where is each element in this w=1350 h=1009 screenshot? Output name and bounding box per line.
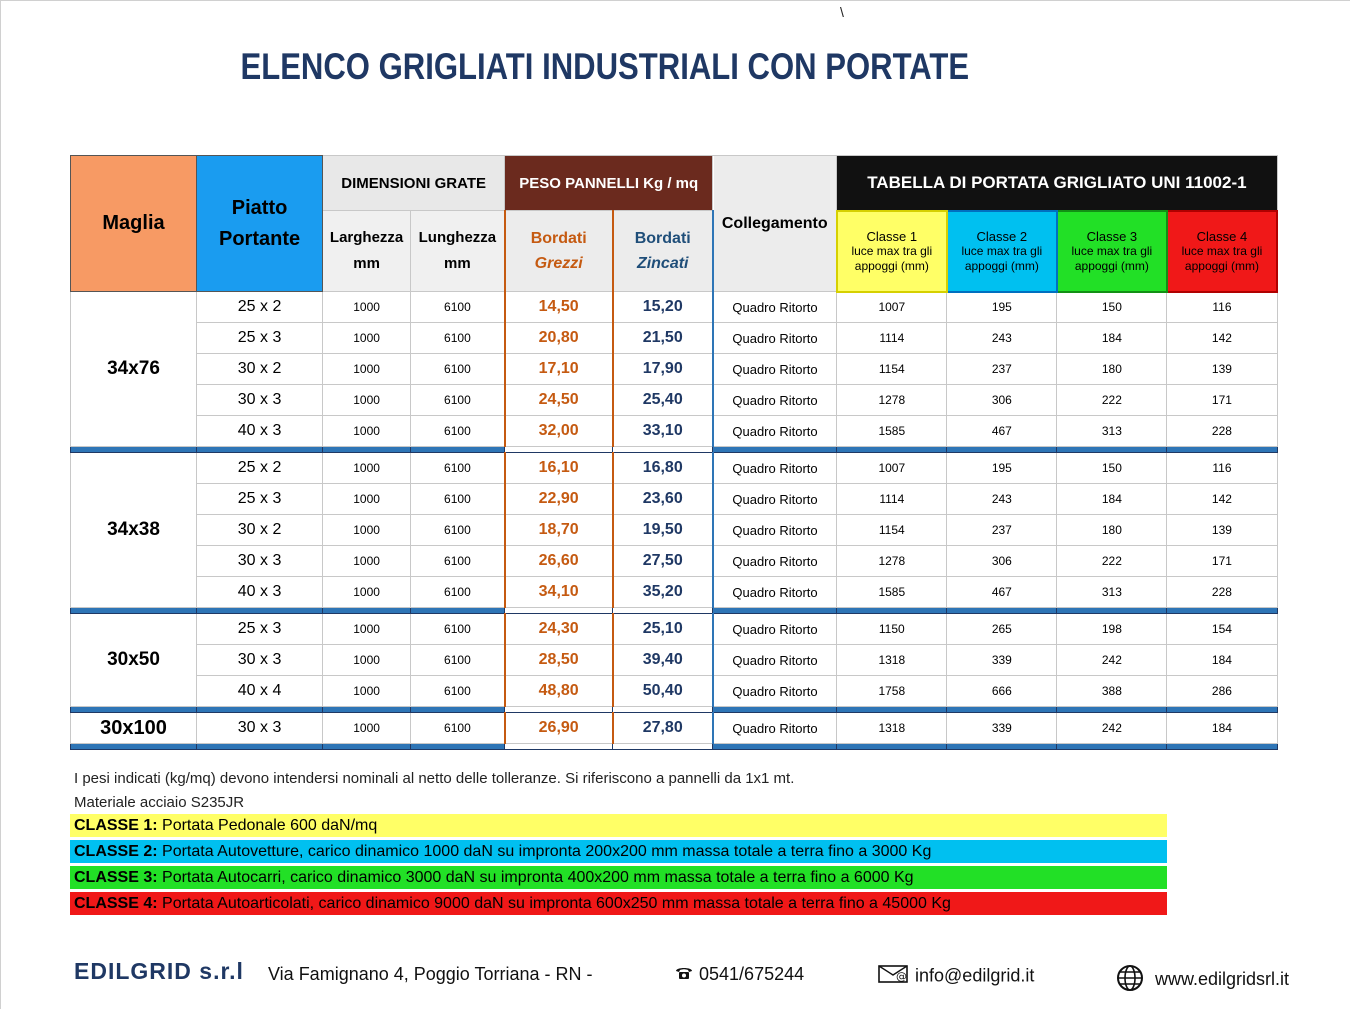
classe-2-value-cell: 195 [947,292,1057,323]
classe-4-value-cell: 286 [1167,676,1277,707]
header-piatto-line2: Portante [219,227,301,250]
classe-4-value-cell: 139 [1167,515,1277,546]
header-collegamento: Collegamento [713,156,837,292]
header-classe-3 [1057,211,1167,292]
larghezza-cell: 1000 [323,416,411,447]
header-piatto-line1: Piatto [231,196,288,219]
header-lunghezza [411,211,505,292]
bordati-zincati-cell: 33,10 [613,416,713,447]
piatto-cell: 25 x 2 [197,453,323,484]
company-address: Via Famignano 4, Poggio Torriana - RN - [268,964,593,984]
classe-2-value-cell: 195 [947,453,1057,484]
classe-4-name: Classe 4 [1196,228,1248,244]
legend-classe-1-label: CLASSE 1: [74,817,158,834]
classe-4-desc1: luce max tra gli [1181,243,1263,258]
bordati-grezzi-cell: 22,90 [505,484,613,515]
separator-cell [71,744,197,750]
collegamento-cell: Quadro Ritorto [713,713,837,744]
classe-3-name: Classe 3 [1086,228,1138,244]
header-larghezza-line1: Larghezza [329,229,404,246]
bordati-grezzi-cell: 24,50 [505,385,613,416]
separator-cell [713,744,837,750]
classe-4-value-cell: 139 [1167,354,1277,385]
phone-number: 0541/675244 [699,964,805,984]
group-separator [71,744,1278,750]
collegamento-cell: Quadro Ritorto [713,577,837,608]
larghezza-cell: 1000 [323,515,411,546]
legend-classe-4-label: CLASSE 4: [74,895,158,912]
classe-2-value-cell: 339 [947,645,1057,676]
piatto-cell: 30 x 2 [197,354,323,385]
classe-1-value-cell: 1278 [837,546,947,577]
classe-1-value-cell: 1585 [837,577,947,608]
collegamento-cell: Quadro Ritorto [713,484,837,515]
classe-4-value-cell: 171 [1167,546,1277,577]
larghezza-cell: 1000 [323,676,411,707]
table-row [71,676,1278,707]
collegamento-cell: Quadro Ritorto [713,416,837,447]
table-row [71,416,1278,447]
bordati-zincati-cell: 27,50 [613,546,713,577]
company-name: EDILGRID s.r.l [74,958,244,984]
collegamento-cell: Quadro Ritorto [713,645,837,676]
phone-icon [674,965,694,986]
larghezza-cell: 1000 [323,614,411,645]
maglia-cell: 30x50 [71,614,197,707]
piatto-cell: 30 x 2 [197,515,323,546]
classe-3-value-cell: 242 [1057,713,1167,744]
lunghezza-cell: 6100 [411,577,505,608]
separator-cell [323,744,411,750]
piatto-cell: 40 x 3 [197,577,323,608]
table-row [71,323,1278,354]
bordati-zincati-cell: 27,80 [613,713,713,744]
bordati-grezzi-cell: 26,60 [505,546,613,577]
grating-table [70,155,1278,750]
classe-1-desc1: luce max tra gli [851,243,933,258]
bordati-grezzi-cell: 20,80 [505,323,613,354]
table-row [71,713,1278,744]
classe-4-value-cell: 154 [1167,614,1277,645]
classe-2-value-cell: 243 [947,323,1057,354]
lunghezza-cell: 6100 [411,484,505,515]
larghezza-cell: 1000 [323,354,411,385]
globe-icon [1116,964,1144,997]
classe-2-value-cell: 237 [947,354,1057,385]
classe-3-value-cell: 184 [1057,323,1167,354]
piatto-cell: 40 x 4 [197,676,323,707]
table-row [71,385,1278,416]
classe-1-value-cell: 1318 [837,645,947,676]
larghezza-cell: 1000 [323,645,411,676]
collegamento-cell: Quadro Ritorto [713,515,837,546]
classe-4-value-cell: 116 [1167,453,1277,484]
header-larghezza-line2: mm [353,255,380,272]
header-peso-pannelli: PESO PANNELLI Kg / mq [505,156,713,211]
bordati-zincati-cell: 17,90 [613,354,713,385]
classe-1-value-cell: 1758 [837,676,947,707]
header-grezzi-line2: Grezzi [534,255,583,272]
classe-1-value-cell: 1585 [837,416,947,447]
collegamento-cell: Quadro Ritorto [713,453,837,484]
lunghezza-cell: 6100 [411,453,505,484]
frame-left-border [0,0,1,1009]
collegamento-cell: Quadro Ritorto [713,323,837,354]
collegamento-cell: Quadro Ritorto [713,614,837,645]
classe-1-value-cell: 1007 [837,453,947,484]
classe-3-desc2: appoggi (mm) [1074,258,1149,273]
lunghezza-cell: 6100 [411,292,505,323]
classe-2-value-cell: 237 [947,515,1057,546]
classe-1-value-cell: 1150 [837,614,947,645]
svg-text:@: @ [896,970,907,983]
piatto-cell: 30 x 3 [197,713,323,744]
header-bordati-zincati [613,211,713,292]
page-title: ELENCO GRIGLIATI INDUSTRIALI CON PORTATE [240,46,970,87]
lunghezza-cell: 6100 [411,416,505,447]
maglia-cell: 34x76 [71,292,197,447]
larghezza-cell: 1000 [323,577,411,608]
separator-cell [1057,744,1167,750]
separator-cell [837,744,947,750]
classe-4-value-cell: 171 [1167,385,1277,416]
bordati-grezzi-cell: 34,10 [505,577,613,608]
header-classe-4 [1167,211,1277,292]
bordati-grezzi-cell: 24,30 [505,614,613,645]
email-address: info@edilgrid.it [915,965,1035,986]
piatto-cell: 30 x 3 [197,385,323,416]
bordati-zincati-cell: 15,20 [613,292,713,323]
bordati-grezzi-cell: 32,00 [505,416,613,447]
piatto-cell: 30 x 3 [197,546,323,577]
classe-2-value-cell: 666 [947,676,1057,707]
bordati-zincati-cell: 25,10 [613,614,713,645]
maglia-cell: 30x100 [71,713,197,744]
classe-2-value-cell: 467 [947,416,1057,447]
bordati-zincati-cell: 39,40 [613,645,713,676]
classe-3-value-cell: 222 [1057,546,1167,577]
table-row [71,515,1278,546]
collegamento-cell: Quadro Ritorto [713,292,837,323]
classe-2-desc1: luce max tra gli [961,243,1043,258]
header-piatto-portante [197,156,323,292]
larghezza-cell: 1000 [323,484,411,515]
larghezza-cell: 1000 [323,453,411,484]
larghezza-cell: 1000 [323,713,411,744]
classe-2-name: Classe 2 [976,228,1028,244]
bordati-grezzi-cell: 16,10 [505,453,613,484]
classe-4-value-cell: 116 [1167,292,1277,323]
header-zincati-line2: Zincati [636,255,689,272]
lunghezza-cell: 6100 [411,323,505,354]
header-larghezza [323,211,411,292]
larghezza-cell: 1000 [323,546,411,577]
header-maglia: Maglia [71,156,197,292]
legend-classe-3 [70,866,1167,889]
legend-classe-4-text: Portata Autoarticolati, carico dinamico 9000 daN su impronta 600x250 mm massa totale a terra fino a 45000 Kg [157,895,951,912]
legend-classe-2-label: CLASSE 2: [74,843,158,860]
header-grezzi-line1: Bordati [530,230,587,247]
legend-classe-1 [70,814,1167,837]
header-tabella-portata: TABELLA DI PORTATA GRIGLIATO UNI 11002-1 [837,156,1277,211]
bordati-zincati-cell: 21,50 [613,323,713,354]
table-row [71,453,1278,484]
email-contact[interactable] [878,964,1034,989]
bordati-grezzi-cell: 17,10 [505,354,613,385]
classe-3-value-cell: 313 [1057,416,1167,447]
classe-3-value-cell: 150 [1057,292,1167,323]
legend-classe-1-text: Portata Pedonale 600 daN/mq [157,817,378,834]
lunghezza-cell: 6100 [411,676,505,707]
classe-2-value-cell: 467 [947,577,1057,608]
header-dimensioni: DIMENSIONI GRATE [323,156,505,211]
collegamento-cell: Quadro Ritorto [713,385,837,416]
classe-3-value-cell: 180 [1057,354,1167,385]
separator-cell [505,744,613,750]
separator-cell [947,744,1057,750]
classe-2-value-cell: 306 [947,385,1057,416]
table-row [71,645,1278,676]
classe-2-value-cell: 265 [947,614,1057,645]
lunghezza-cell: 6100 [411,515,505,546]
lunghezza-cell: 6100 [411,645,505,676]
separator-cell [411,744,505,750]
classe-3-value-cell: 184 [1057,484,1167,515]
table-row [71,354,1278,385]
phone-contact[interactable] [674,964,804,986]
separator-cell [613,744,713,750]
classe-1-value-cell: 1154 [837,515,947,546]
legend-classe-3-label: CLASSE 3: [74,869,158,886]
classe-1-name: Classe 1 [866,228,918,244]
header-classe-1 [837,211,947,292]
piatto-cell: 25 x 2 [197,292,323,323]
larghezza-cell: 1000 [323,323,411,354]
website-link[interactable] [1116,964,1289,997]
legend-classe-2-text: Portata Autovetture, carico dinamico 1000 daN su impronta 200x200 mm massa totale a terra fino a 3000 Kg [157,843,932,860]
bordati-grezzi-cell: 28,50 [505,645,613,676]
bordati-grezzi-cell: 14,50 [505,292,613,323]
website-url: www.edilgridsrl.it [1155,969,1290,990]
bordati-grezzi-cell: 26,90 [505,713,613,744]
classe-1-value-cell: 1114 [837,484,947,515]
classe-4-value-cell: 142 [1167,323,1277,354]
table-row [71,546,1278,577]
legend-classe-2 [70,840,1167,863]
bordati-zincati-cell: 19,50 [613,515,713,546]
classe-3-desc1: luce max tra gli [1071,243,1153,258]
larghezza-cell: 1000 [323,385,411,416]
lunghezza-cell: 6100 [411,713,505,744]
classe-3-value-cell: 198 [1057,614,1167,645]
header-zincati-line1: Bordati [634,230,691,247]
classe-3-value-cell: 313 [1057,577,1167,608]
piatto-cell: 40 x 3 [197,416,323,447]
classe-4-value-cell: 228 [1167,577,1277,608]
piatto-cell: 25 x 3 [197,614,323,645]
classe-4-value-cell: 228 [1167,416,1277,447]
collegamento-cell: Quadro Ritorto [713,354,837,385]
classe-3-value-cell: 180 [1057,515,1167,546]
lunghezza-cell: 6100 [411,354,505,385]
collegamento-cell: Quadro Ritorto [713,546,837,577]
classe-4-value-cell: 184 [1167,713,1277,744]
classe-4-desc2: appoggi (mm) [1184,258,1259,273]
table-row [71,577,1278,608]
legend-classe-4 [70,892,1167,915]
classe-1-value-cell: 1114 [837,323,947,354]
lunghezza-cell: 6100 [411,546,505,577]
piatto-cell: 25 x 3 [197,323,323,354]
separator-cell [197,744,323,750]
bordati-zincati-cell: 25,40 [613,385,713,416]
table-row [71,292,1278,323]
corner-mark: \ [840,4,844,20]
classe-2-desc2: appoggi (mm) [964,258,1039,273]
lunghezza-cell: 6100 [411,614,505,645]
header-classe-2 [947,211,1057,292]
classe-1-value-cell: 1278 [837,385,947,416]
classe-3-value-cell: 150 [1057,453,1167,484]
header-lunghezza-line1: Lunghezza [418,229,497,246]
classe-4-value-cell: 142 [1167,484,1277,515]
frame-top-border [0,0,1350,1]
header-lunghezza-line2: mm [444,255,471,272]
classe-1-value-cell: 1007 [837,292,947,323]
collegamento-cell: Quadro Ritorto [713,676,837,707]
classe-1-value-cell: 1318 [837,713,947,744]
separator-cell [1167,744,1277,750]
classe-3-value-cell: 242 [1057,645,1167,676]
classe-2-value-cell: 306 [947,546,1057,577]
bordati-grezzi-cell: 18,70 [505,515,613,546]
bordati-zincati-cell: 50,40 [613,676,713,707]
classe-3-value-cell: 222 [1057,385,1167,416]
piatto-cell: 25 x 3 [197,484,323,515]
classe-4-value-cell: 184 [1167,645,1277,676]
bordati-zincati-cell: 23,60 [613,484,713,515]
classe-1-value-cell: 1154 [837,354,947,385]
classe-1-desc2: appoggi (mm) [854,258,929,273]
bordati-zincati-cell: 35,20 [613,577,713,608]
bordati-zincati-cell: 16,80 [613,453,713,484]
bordati-grezzi-cell: 48,80 [505,676,613,707]
larghezza-cell: 1000 [323,292,411,323]
classe-3-value-cell: 388 [1057,676,1167,707]
piatto-cell: 30 x 3 [197,645,323,676]
legend-classe-3-text: Portata Autocarri, carico dinamico 3000 daN su impronta 400x200 mm massa totale a terra fino a 6000 Kg [157,869,914,886]
table-body [71,292,1278,750]
table-row [71,614,1278,645]
note-material: Materiale acciaio S235JR [74,794,245,811]
lunghezza-cell: 6100 [411,385,505,416]
note-weights: I pesi indicati (kg/mq) devono intendersi nominali al netto delle tolleranze. Si riferiscono a pannelli da 1x1 mt. [74,770,795,787]
maglia-cell: 34x38 [71,453,197,608]
classe-2-value-cell: 243 [947,484,1057,515]
table-row [71,484,1278,515]
header-bordati-grezzi [505,211,613,292]
classe-2-value-cell: 339 [947,713,1057,744]
email-icon [878,964,910,989]
